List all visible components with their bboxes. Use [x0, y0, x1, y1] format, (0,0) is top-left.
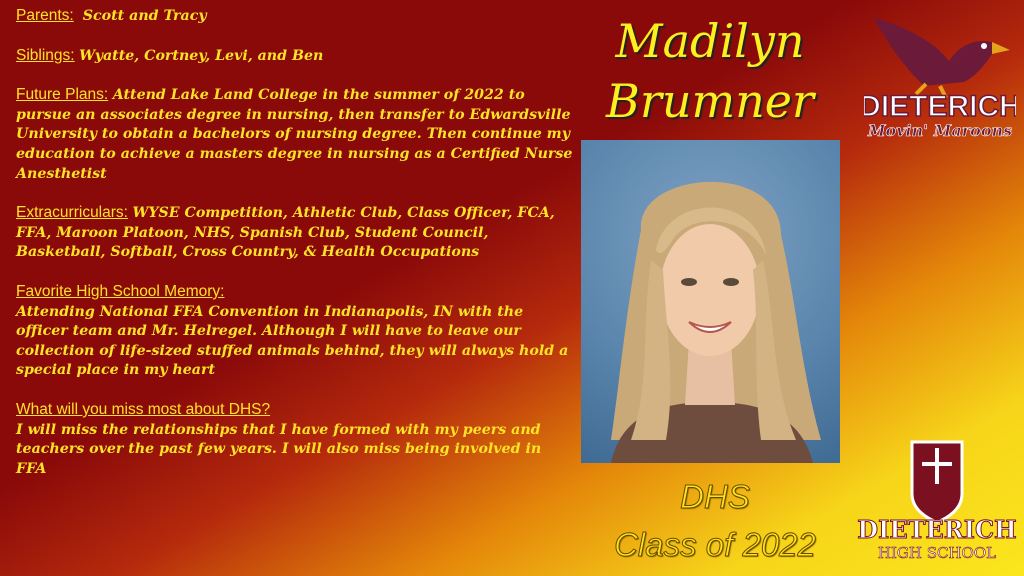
- future-plans-row: [16, 85, 576, 184]
- logo-top-tagline: Movin' Maroons: [867, 121, 1013, 140]
- miss-most-label: What will you miss most about DHS?: [16, 400, 271, 418]
- roadrunner-icon: [864, 6, 1016, 142]
- miss-most-row: [16, 400, 576, 479]
- logo-bottom-subtitle: HIGH SCHOOL: [877, 544, 997, 562]
- dieterich-high-school-logo: [852, 434, 1022, 566]
- student-portrait: [581, 140, 840, 463]
- logo-top-wordmark: DIETERICH: [864, 90, 1016, 123]
- favorite-memory-row: [16, 282, 576, 381]
- portrait-illustration: [581, 140, 840, 463]
- favorite-memory-value: Attending National FFA Convention in Indianapolis, IN with the officer team and Mr. Helregel. Although I will have to leave our collection of life-sized stuffed animals behind, they will always hold a special place in my heart: [16, 303, 569, 379]
- logo-bottom-wordmark: DIETERICH: [857, 515, 1017, 544]
- crest-icon: [852, 434, 1022, 566]
- parents-row: [16, 6, 576, 27]
- student-last-name: Brumner: [606, 74, 814, 128]
- extracurriculars-label: Extracurriculars:: [16, 204, 128, 222]
- future-plans-label: Future Plans:: [16, 86, 109, 104]
- parents-label: Parents:: [16, 7, 74, 24]
- class-dhs: DHS: [680, 478, 750, 515]
- parents-value: Scott and Tracy: [82, 8, 207, 24]
- future-plans-value: Attend Lake Land College in the summer of 2022 to pursue an associates degree in nursing, then transfer to Edwardsville University to obtain a bachelors of nursing degree. Then continue my education to achieve a masters degree in nursing as a Certified Nurse Anesthetist: [16, 87, 573, 182]
- movin-maroons-logo: [864, 6, 1016, 142]
- siblings-row: [16, 46, 576, 67]
- extracurriculars-row: [16, 203, 576, 263]
- student-first-name: Madilyn: [615, 14, 805, 68]
- student-info: [16, 6, 576, 498]
- miss-most-value: I will miss the relationships that I have formed with my peers and teachers over the past few years. I will also miss being involved in FFA: [16, 421, 542, 477]
- siblings-value: Wyatte, Cortney, Levi, and Ben: [79, 47, 324, 64]
- extracurriculars-value: WYSE Competition, Athletic Club, Class Officer, FCA, FFA, Maroon Platoon, NHS, Spanish Club, Student Council, Basketball, Softball, Cross Country, & Health Occupations: [16, 205, 555, 261]
- siblings-label: Siblings:: [16, 46, 75, 64]
- favorite-memory-label: Favorite High School Memory:: [16, 282, 225, 300]
- class-year: Class of 2022: [614, 526, 816, 563]
